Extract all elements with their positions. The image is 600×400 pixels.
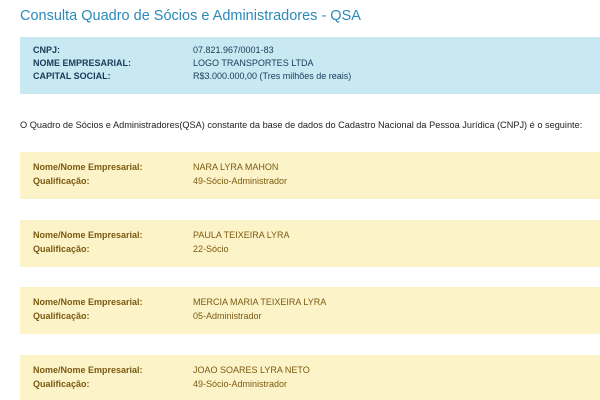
partner-name-value: PAULA TEIXEIRA LYRA [193,230,290,240]
partner-qual-value: 49-Sócio-Administrador [193,379,288,389]
partner-card [20,152,600,199]
partner-name-label: Nome/Nome Empresarial: [33,365,143,375]
partner-name-value: MERCIA MARIA TEIXEIRA LYRA [193,297,327,307]
partner-card [20,220,600,267]
partner-qual-value: 22-Sócio [193,244,229,254]
partner-name-label: Nome/Nome Empresarial: [33,297,143,307]
partner-qual-value: 05-Administrador [193,311,262,321]
page-title: Consulta Quadro de Sócios e Administradores - QSA [20,8,361,24]
partner-name-value: NARA LYRA MAHON [193,162,279,172]
capital-value: R$3.000.000,00 (Tres milhões de reais) [193,71,352,81]
partner-qual-label: Qualificação: [33,244,90,254]
partner-qual-label: Qualificação: [33,176,90,186]
partner-qual-label: Qualificação: [33,311,90,321]
partner-card [20,355,600,400]
company-info-box [20,37,600,94]
capital-label: CAPITAL SOCIAL: [33,71,111,81]
partner-name-label: Nome/Nome Empresarial: [33,162,143,172]
partner-card [20,287,600,334]
company-name-value: LOGO TRANSPORTES LTDA [193,58,314,68]
partner-name-value: JOAO SOARES LYRA NETO [193,365,310,375]
intro-text: O Quadro de Sócios e Administradores(QSA) constante da base de dados do Cadastro Nacional da Pessoa Jurídica (CNPJ) é o seguinte: [20,120,583,130]
cnpj-label: CNPJ: [33,45,61,55]
partner-qual-value: 49-Sócio-Administrador [193,176,288,186]
partner-name-label: Nome/Nome Empresarial: [33,230,143,240]
company-name-label: NOME EMPRESARIAL: [33,58,132,68]
cnpj-value: 07.821.967/0001-83 [193,45,274,55]
partner-qual-label: Qualificação: [33,379,90,389]
